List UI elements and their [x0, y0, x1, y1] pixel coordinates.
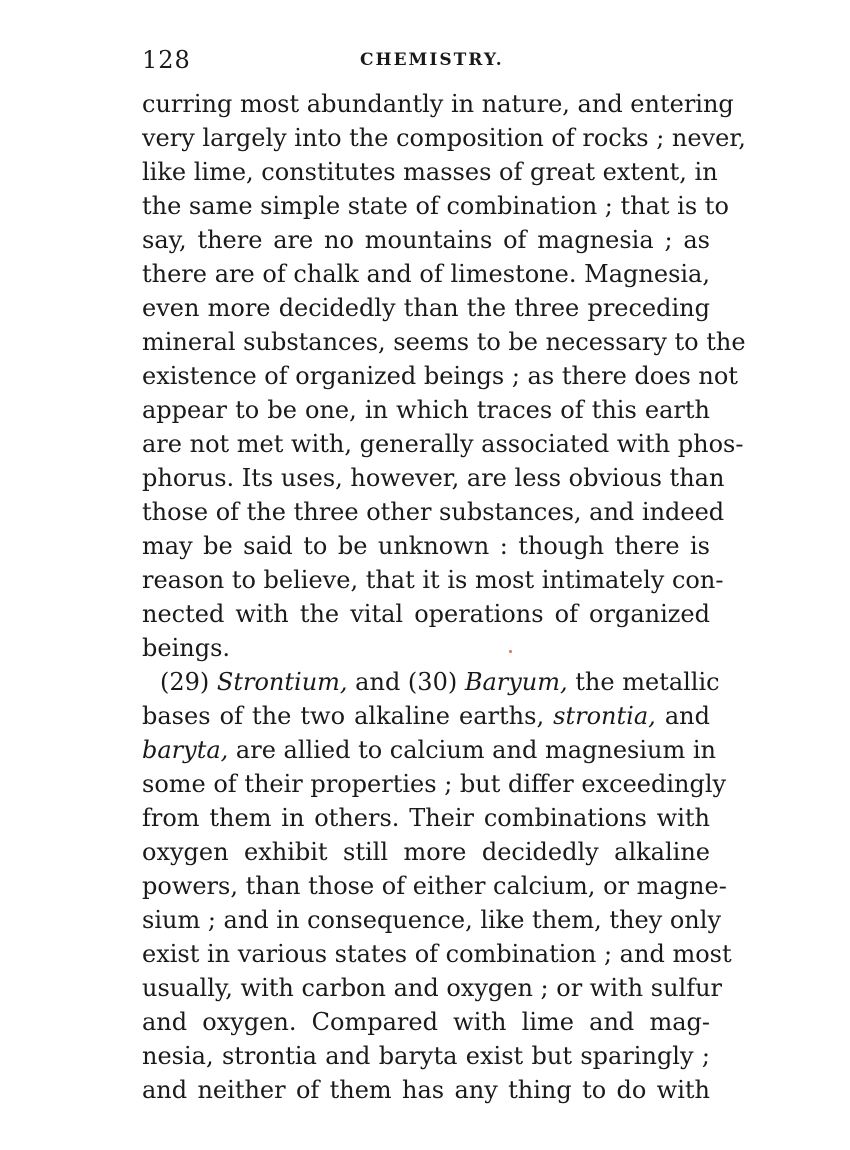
text-line [142, 733, 716, 767]
page-number: 128 [142, 46, 191, 74]
text-line: appear to be one, in which traces of this earth [142, 396, 710, 424]
paragraph-strontium-baryum [142, 665, 732, 1107]
running-head [142, 46, 710, 74]
text-line: the same simple state of combination ; that is to [142, 192, 729, 220]
text-line: nesia, strontia and baryta exist but sparingly ; [142, 1042, 710, 1070]
text-line: say, there are no mountains of magnesia ; as [142, 226, 710, 254]
text-line: curring most abundantly in nature, and entering [142, 90, 734, 118]
text-line [142, 665, 720, 699]
text-line: oxygen exhibit still more decidedly alkaline [142, 838, 710, 866]
text-line: there are of chalk and of limestone. Magnesia, [142, 260, 710, 288]
text-line: like lime, constitutes masses of great extent, in [142, 158, 718, 186]
paragraph-magnesia [142, 87, 746, 665]
term-baryum: Baryum, [464, 668, 568, 696]
ink-speck [509, 650, 512, 653]
text-run: bases of the two alkaline earths, [142, 702, 554, 730]
text-line [142, 699, 710, 733]
text-line: nected with the vital operations of organized [142, 600, 710, 628]
text-line: even more decidedly than the three preceding [142, 294, 710, 322]
text-line: from them in others. Their combinations with [142, 804, 710, 832]
text-run: and [655, 702, 710, 730]
text-line: powers, than those of either calcium, or magne- [142, 872, 727, 900]
text-line: reason to believe, that it is most intimately con- [142, 566, 724, 594]
text-line: sium ; and in consequence, like them, they only [142, 906, 721, 934]
text-line: phorus. Its uses, however, are less obvious than [142, 464, 725, 492]
text-line: usually, with carbon and oxygen ; or with sulfur [142, 974, 723, 1002]
term-strontium: Strontium, [216, 668, 348, 696]
text-line: some of their properties ; but differ exceedingly [142, 770, 727, 798]
text-line: exist in various states of combination ; and most [142, 940, 732, 968]
text-line: those of the three other substances, and indeed [142, 498, 725, 526]
text-line: and neither of them has any thing to do with [142, 1076, 710, 1104]
body-text [142, 87, 746, 1107]
text-line: existence of organized beings ; as there does not [142, 362, 738, 390]
text-run: and (30) [347, 668, 465, 696]
text-line: are not met with, generally associated with phos- [142, 430, 744, 458]
text-line: and oxygen. Compared with lime and mag- [142, 1008, 710, 1036]
running-title: CHEMISTRY. [360, 50, 504, 70]
text-line: may be said to be unknown : though there is [142, 532, 710, 560]
term-strontia: strontia, [553, 702, 656, 730]
text-run: (29) [160, 668, 217, 696]
text-line: very largely into the composition of rocks ; never, [142, 124, 746, 152]
text-run: the metallic [567, 668, 720, 696]
text-run: are allied to calcium and magnesium in [228, 736, 716, 764]
text-line: mineral substances, seems to be necessary to the [142, 328, 746, 356]
term-baryta: baryta, [142, 736, 229, 764]
text-line: beings. [142, 634, 231, 662]
